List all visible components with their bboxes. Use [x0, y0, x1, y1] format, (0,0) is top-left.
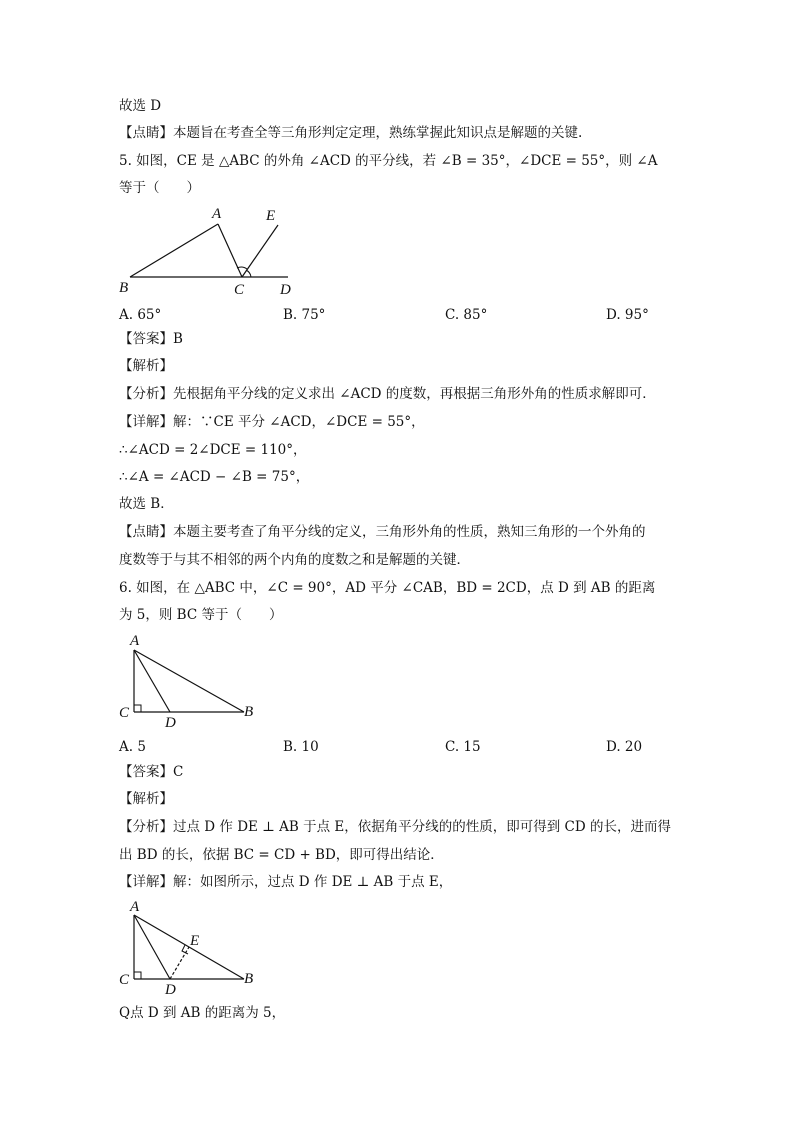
- q5-figure: [110, 200, 310, 300]
- q5-segment-AC: [218, 224, 242, 277]
- q6-label-C: C: [119, 705, 130, 721]
- q5-label-E: E: [266, 208, 276, 224]
- q6-choice-a: A. 5: [119, 739, 146, 755]
- q6-analysis-1: 【分析】过点 D 作 DE ⊥ AB 于点 E，依据角平分线的的性质，即可得到 CD 的长，进而得: [119, 819, 671, 835]
- q6-detail-1: 【详解】解：如图所示，过点 D 作 DE ⊥ AB 于点 E，: [119, 874, 453, 890]
- q5-choice-d: D. 95°: [606, 307, 649, 323]
- q6-solution-figure: [110, 895, 270, 1000]
- q6-detail-2: Q点 D 到 AB 的距离为 5，: [119, 1005, 286, 1021]
- q5-label-B: B: [119, 280, 129, 296]
- q6-choice-d: D. 20: [606, 739, 643, 755]
- q5-segment-BA: [130, 224, 218, 277]
- q5-analysis-heading: 【解析】: [119, 358, 173, 374]
- q6s-label-E: E: [190, 933, 200, 949]
- q5-comment-1: 【点睛】本题主要考查了角平分线的定义，三角形外角的性质，熟知三角形的一个外角的: [119, 524, 646, 540]
- q6-stem-line1: 6. 如图，在 △ABC 中，∠C = 90°，AD 平分 ∠CAB，BD = 2CD，点 D 到 AB 的距离: [119, 580, 656, 596]
- q5-stem-line1: 5. 如图，CE 是 △ABC 的外角 ∠ACD 的平分线，若 ∠B = 35°，∠DCE = 55°，则 ∠A: [119, 153, 658, 169]
- q5-label-A: A: [212, 206, 222, 222]
- q5-detail-3: ∴∠A = ∠ACD − ∠B = 75°，: [119, 469, 310, 485]
- q6-label-D: D: [165, 715, 176, 731]
- q6s-segment-AD: [134, 915, 170, 979]
- q6s-label-A: A: [130, 899, 140, 915]
- q5-label-C: C: [234, 282, 245, 298]
- q6s-label-C: C: [119, 972, 130, 988]
- q6-analysis-2: 出 BD 的长，依据 BC = CD + BD，即可得出结论．: [119, 847, 444, 863]
- q5-segment-CE: [242, 225, 278, 277]
- comment-text: 【点睛】本题旨在考查全等三角形判定定理，熟练掌握此知识点是解题的关键.: [119, 125, 583, 141]
- q6s-segment-DE-dashed: [170, 947, 189, 979]
- q6-stem-line2: 为 5，则 BC 等于（ ）: [119, 607, 283, 623]
- q5-stem-line2: 等于（ ）: [119, 180, 200, 196]
- q6-choice-b: B. 10: [283, 739, 319, 755]
- q6-label-A: A: [130, 633, 140, 649]
- q6s-label-B: B: [244, 971, 254, 987]
- q5-choice-c: C. 85°: [445, 307, 488, 323]
- q6-figure: [110, 628, 270, 733]
- q5-answer: 【答案】B: [119, 331, 183, 347]
- q5-analysis: 【分析】先根据角平分线的定义求出 ∠ACD 的度数，再根据三角形外角的性质求解即可．: [119, 386, 656, 402]
- q5-detail-1: 【详解】解：∵CE 平分 ∠ACD，∠DCE = 55°，: [119, 414, 425, 430]
- q6-answer: 【答案】C: [119, 764, 184, 780]
- conclusion-text: 故选 D: [119, 98, 162, 114]
- q5-label-D: D: [280, 282, 291, 298]
- q6s-label-D: D: [165, 982, 176, 998]
- q6-segment-AD: [134, 650, 170, 712]
- q6-analysis-heading: 【解析】: [119, 791, 173, 807]
- q6-segment-AB: [134, 650, 244, 712]
- q5-choice-a: A. 65°: [119, 307, 162, 323]
- q6-choice-c: C. 15: [445, 739, 481, 755]
- q5-comment-2: 度数等于与其不相邻的两个内角的度数之和是解题的关键．: [119, 552, 470, 568]
- q6-right-angle-C: [134, 705, 141, 712]
- q5-detail-4: 故选 B．: [119, 496, 174, 512]
- q6s-right-angle-C: [134, 972, 141, 979]
- q5-detail-2: ∴∠ACD = 2∠DCE = 110°，: [119, 442, 307, 458]
- q5-choice-b: B. 75°: [283, 307, 326, 323]
- q6-label-B: B: [244, 704, 254, 720]
